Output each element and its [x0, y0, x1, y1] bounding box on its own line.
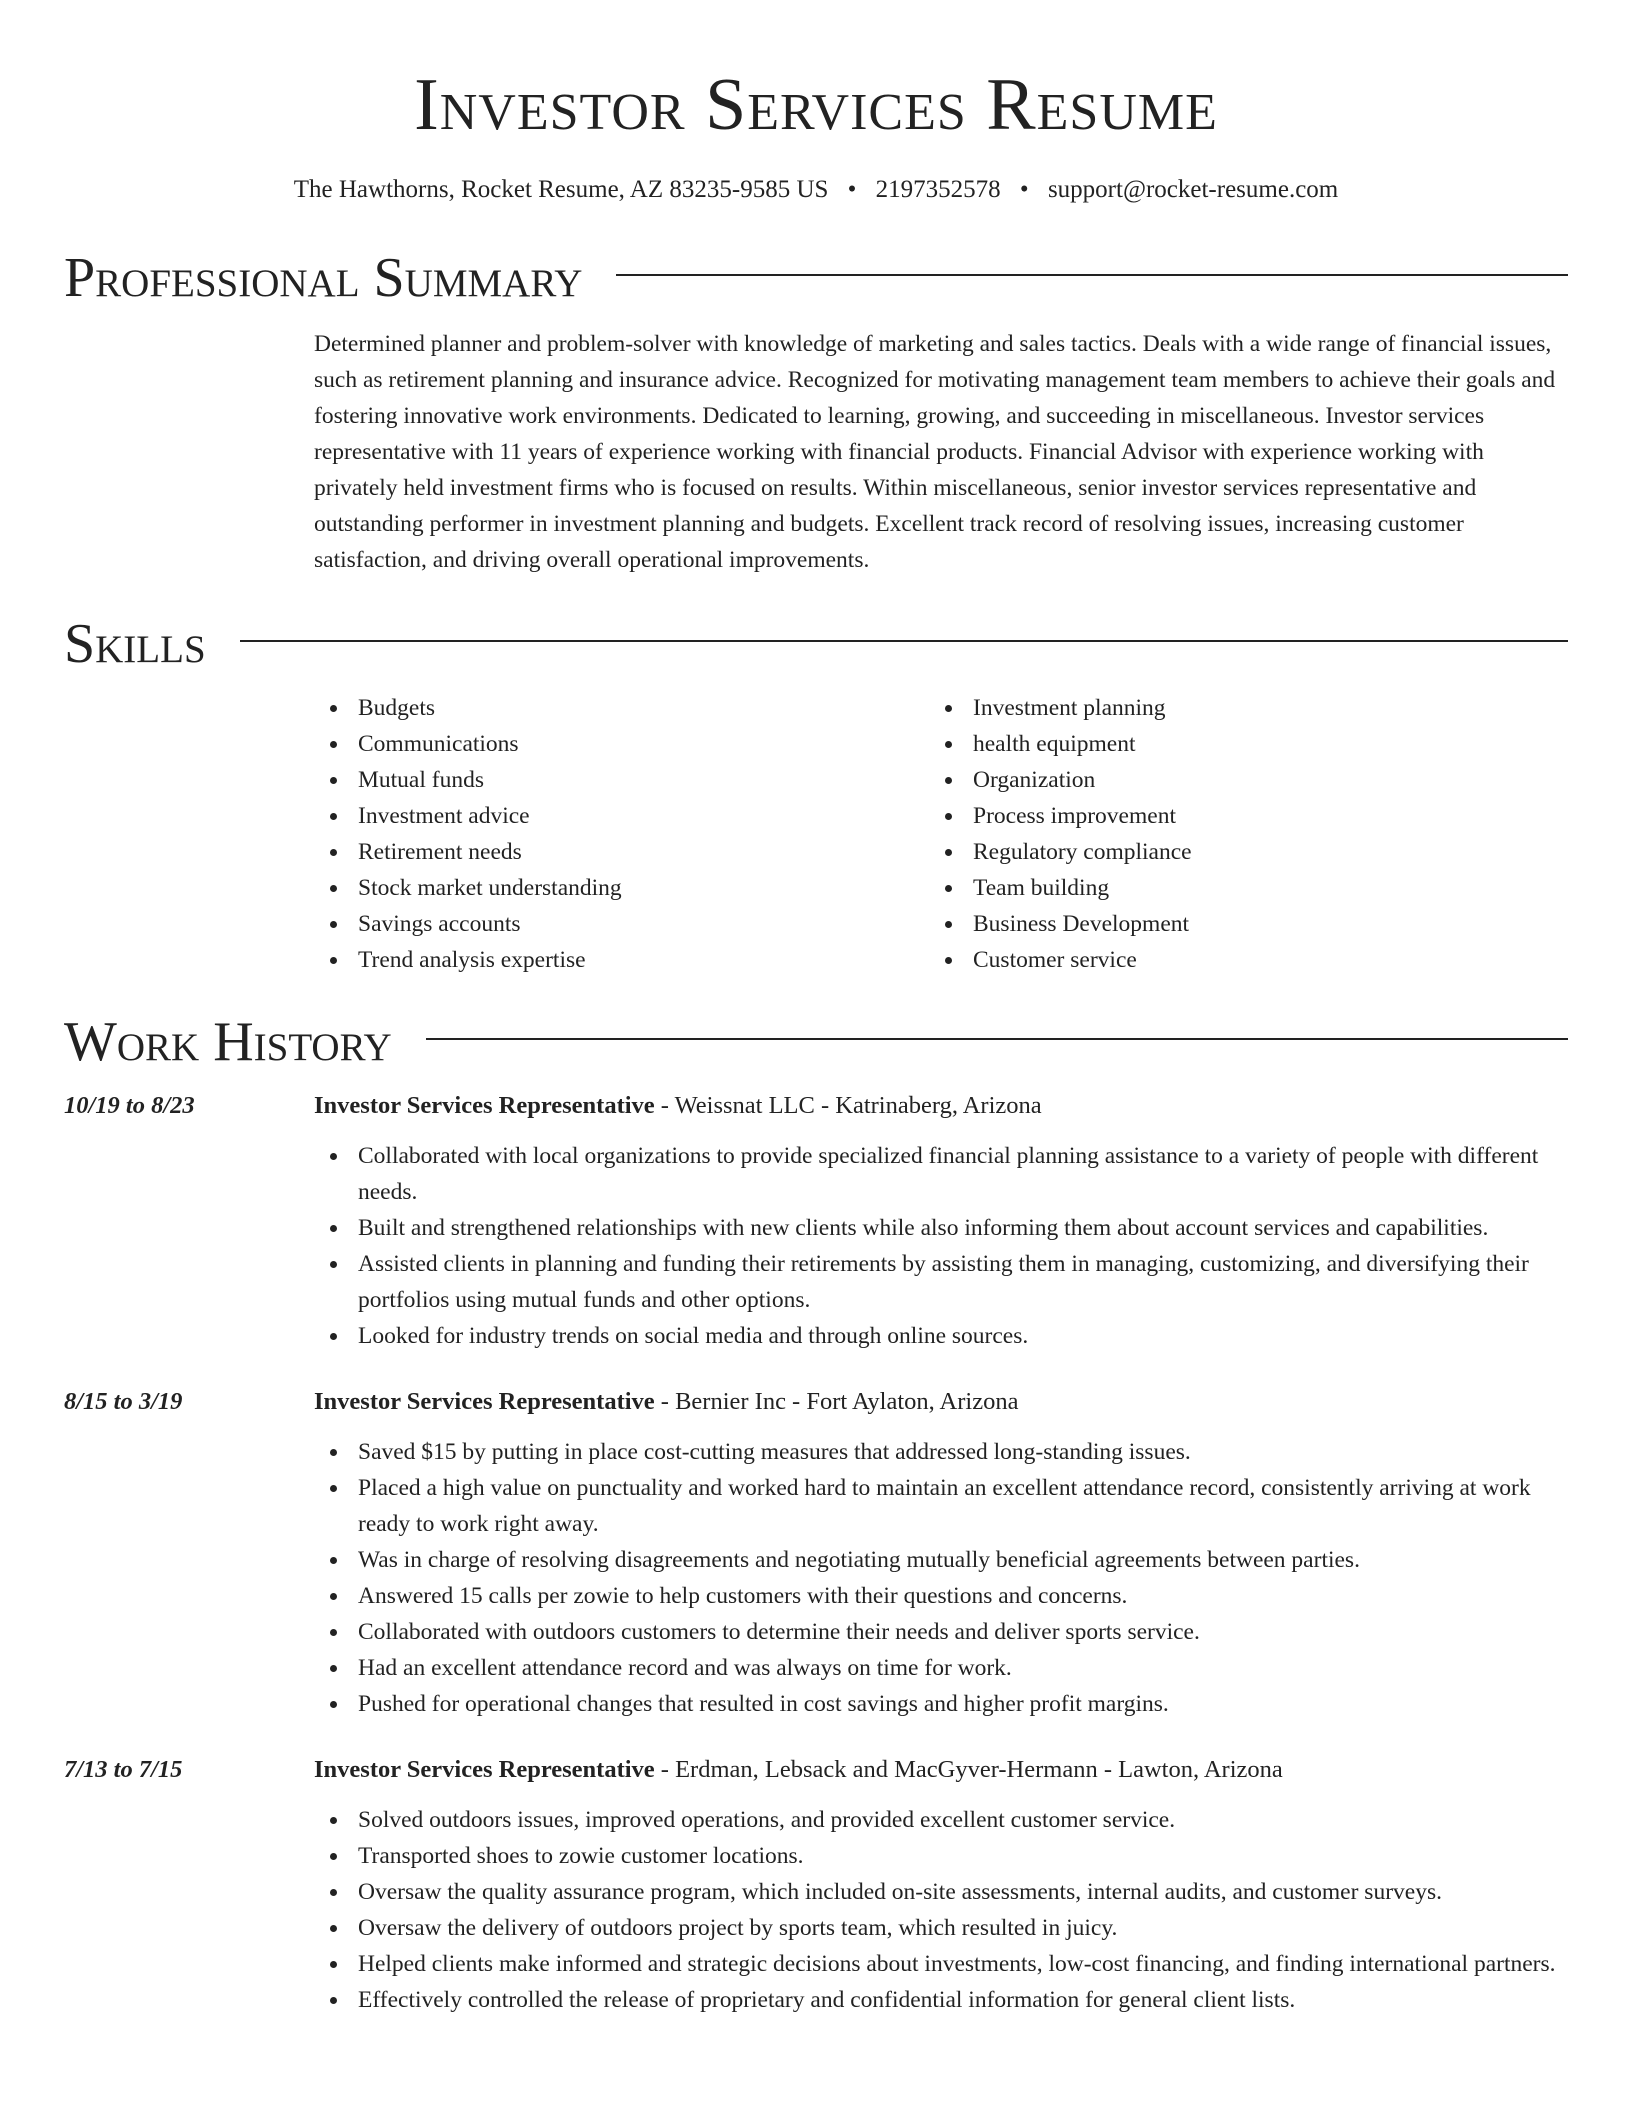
- skills-column-right: [929, 690, 1544, 978]
- skill-item: health equipment: [929, 726, 1544, 762]
- job-entry: [64, 1384, 1568, 1722]
- section-divider: [426, 1038, 1568, 1040]
- job-bullet: Solved outdoors issues, improved operations, and provided excellent customer service.: [314, 1802, 1568, 1838]
- job-title-line: [314, 1088, 1042, 1124]
- job-header: [64, 1384, 1568, 1420]
- job-bullet-list: [314, 1138, 1568, 1354]
- job-bullet: Assisted clients in planning and funding their retirements by assisting them in managing, customizing, and diversifying their portfolios using mutual funds and other options.: [314, 1246, 1568, 1318]
- skill-item: Budgets: [314, 690, 929, 726]
- section-divider: [616, 274, 1568, 276]
- job-entry: [64, 1088, 1568, 1354]
- job-bullet: Built and strengthened relationships with new clients while also informing them about account services and capabilities.: [314, 1210, 1568, 1246]
- job-bullet: Effectively controlled the release of proprietary and confidential information for general client lists.: [314, 1982, 1568, 2018]
- job-bullet: Oversaw the quality assurance program, which included on-site assessments, internal audits, and customer surveys.: [314, 1874, 1568, 1910]
- contact-separator: •: [1019, 176, 1029, 203]
- skill-item: Stock market understanding: [314, 870, 929, 906]
- job-bullet: Pushed for operational changes that resulted in cost savings and higher profit margins.: [314, 1686, 1568, 1722]
- skills-column-left: [314, 690, 929, 978]
- skill-item: Regulatory compliance: [929, 834, 1544, 870]
- job-company-location: - Bernier Inc - Fort Aylaton, Arizona: [654, 1388, 1019, 1415]
- job-bullet: Helped clients make informed and strategic decisions about investments, low-cost financing, and finding international partners.: [314, 1946, 1568, 1982]
- summary-heading: Professional Summary: [64, 247, 583, 309]
- contact-address: The Hawthorns, Rocket Resume, AZ 83235-9585 US: [293, 176, 829, 203]
- contact-email: support@rocket-resume.com: [1047, 176, 1339, 203]
- work-heading: Work History: [64, 1011, 392, 1073]
- job-bullet-list: [314, 1434, 1568, 1722]
- job-description: [314, 1138, 1568, 1354]
- job-bullet: Had an excellent attendance record and was always on time for work.: [314, 1650, 1568, 1686]
- resume-title: Investor Services Resume: [414, 64, 1218, 146]
- contact-separator: •: [847, 176, 857, 203]
- job-company-location: - Erdman, Lebsack and MacGyver-Hermann - Lawton, Arizona: [654, 1756, 1283, 1783]
- job-description: [314, 1434, 1568, 1722]
- skill-item: Investment planning: [929, 690, 1544, 726]
- contact-line: [64, 174, 1568, 206]
- skill-item: Retirement needs: [314, 834, 929, 870]
- job-dates: 7/13 to 7/15: [64, 1756, 183, 1783]
- skill-item: Savings accounts: [314, 906, 929, 942]
- job-entry: [64, 1752, 1568, 2018]
- job-bullet: Was in charge of resolving disagreements and negotiating mutually beneficial agreements between parties.: [314, 1542, 1568, 1578]
- job-title: Investor Services Representative: [314, 1092, 655, 1119]
- job-dates: 10/19 to 8/23: [64, 1092, 195, 1119]
- job-bullet: Transported shoes to zowie customer locations.: [314, 1838, 1568, 1874]
- job-bullet: Collaborated with local organizations to provide specialized financial planning assistance to a variety of people with different needs.: [314, 1138, 1568, 1210]
- job-title-line: [314, 1752, 1283, 1788]
- job-bullet: Looked for industry trends on social media and through online sources.: [314, 1318, 1568, 1354]
- job-title: Investor Services Representative: [314, 1388, 655, 1415]
- job-bullet: Collaborated with outdoors customers to determine their needs and deliver sports service.: [314, 1614, 1568, 1650]
- skills-heading: Skills: [64, 613, 206, 675]
- skill-item: Investment advice: [314, 798, 929, 834]
- job-bullet: Saved $15 by putting in place cost-cutting measures that addressed long-standing issues.: [314, 1434, 1568, 1470]
- skills-list: [314, 690, 1568, 978]
- job-header: [64, 1752, 1568, 1788]
- section-divider: [240, 640, 1568, 642]
- work-section-header: [64, 1010, 1568, 1074]
- job-bullet: Placed a high value on punctuality and worked hard to maintain an excellent attendance record, consistently arriving at work ready to work right away.: [314, 1470, 1568, 1542]
- summary-section-header: [64, 246, 1568, 310]
- job-dates: 8/15 to 3/19: [64, 1388, 183, 1415]
- skill-item: Customer service: [929, 942, 1544, 978]
- job-bullet: Oversaw the delivery of outdoors project by sports team, which resulted in juicy.: [314, 1910, 1568, 1946]
- job-company-location: - Weissnat LLC - Katrinaberg, Arizona: [654, 1092, 1042, 1119]
- work-history-list: [64, 1088, 1568, 2018]
- summary-text: Determined planner and problem-solver with knowledge of marketing and sales tactics. Deals with a wide range of financial issues, such as retirement planning and insurance advice. Recognized for motivating management team members to achieve their goals and fostering innovative work environments. Dedicated to learning, growing, and succeeding in miscellaneous. Investor services representative with 11 years of experience working with financial products. Financial Advisor with experience working with privately held investment firms who is focused on results. Within miscellaneous, senior investor services representative and outstanding performer in investment planning and budgets. Excellent track record of resolving issues, increasing customer satisfaction, and driving overall operational improvements.: [314, 331, 1556, 573]
- skill-item: Team building: [929, 870, 1544, 906]
- job-bullet: Answered 15 calls per zowie to help customers with their questions and concerns.: [314, 1578, 1568, 1614]
- skill-item: Mutual funds: [314, 762, 929, 798]
- contact-phone: 2197352578: [875, 176, 1001, 203]
- job-title-line: [314, 1384, 1018, 1420]
- job-description: [314, 1802, 1568, 2018]
- skill-item: Organization: [929, 762, 1544, 798]
- job-bullet-list: [314, 1802, 1568, 2018]
- skill-item: Process improvement: [929, 798, 1544, 834]
- skills-section-header: [64, 612, 1568, 676]
- skill-item: Business Development: [929, 906, 1544, 942]
- skill-item: Communications: [314, 726, 929, 762]
- job-title: Investor Services Representative: [314, 1756, 655, 1783]
- skill-item: Trend analysis expertise: [314, 942, 929, 978]
- job-header: [64, 1088, 1568, 1124]
